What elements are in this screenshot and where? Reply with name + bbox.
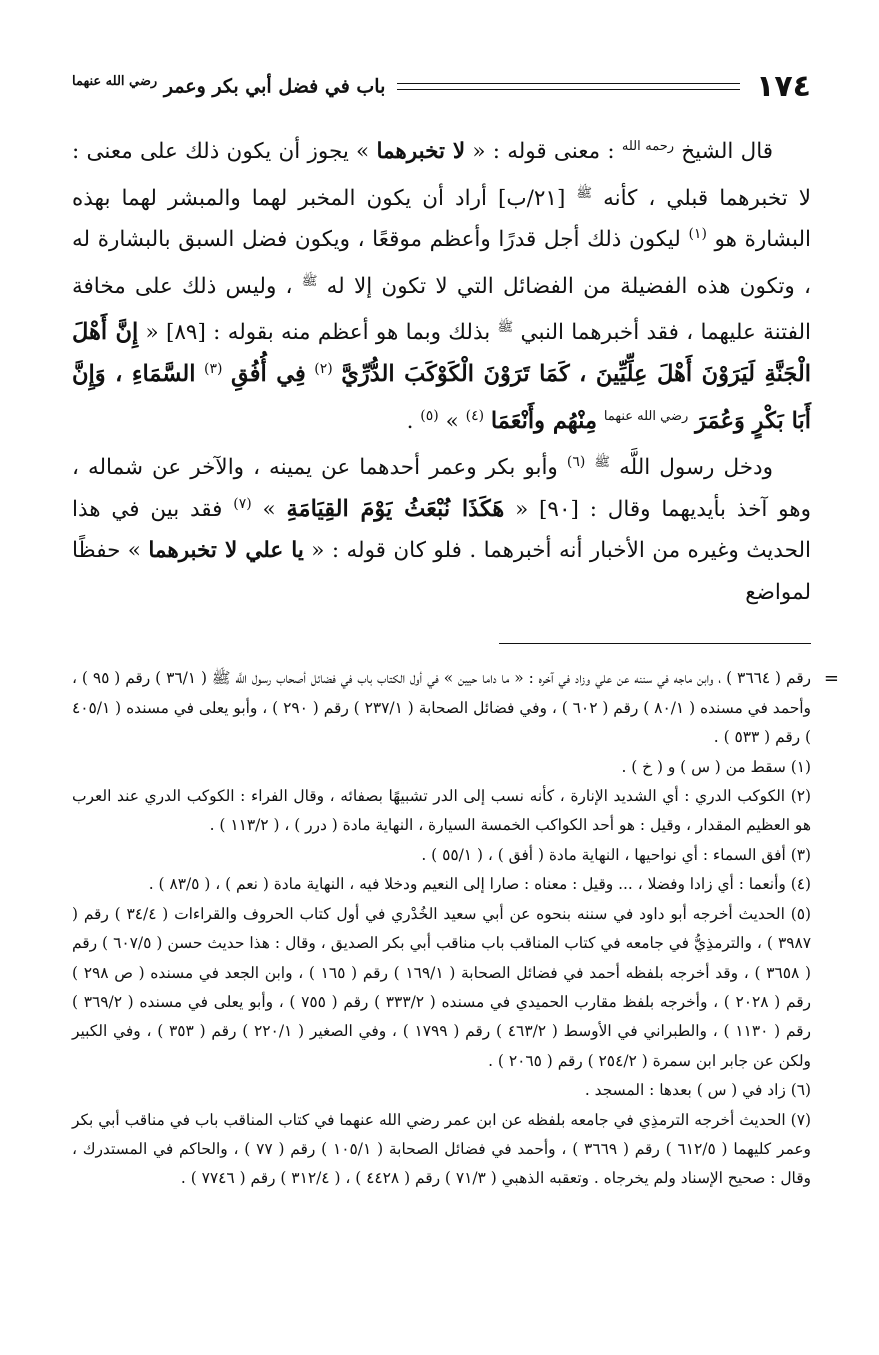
footnote-4: (٤) وأنعما : أي زادا وفضلا ، ... وقيل : معناه : صارا إلى النعيم ودخلا فيه ، النهاية مادة ( نعم ) ، ( ٨٣/٥ ) .: [148, 875, 811, 894]
paragraph-2: [72, 442, 811, 613]
footnote-3: (٣) أفق السماء : أي نواحيها ، النهاية مادة ( أفق ) ، ( ٥٥/١ ) .: [421, 845, 811, 864]
text-run: .: [406, 408, 414, 434]
honorific-ligature: رضي الله عنهما: [72, 74, 158, 90]
quoted-phrase: يا علي لا تخبرهما: [148, 538, 304, 564]
header-rule: [397, 83, 740, 90]
main-text: [72, 126, 811, 613]
continuation-mark: =: [823, 668, 839, 690]
hadith-text: هَكَذَا نُبْعَثُ يَوْمَ القِيَامَةِ: [286, 495, 505, 522]
footnote-ref: (١): [688, 226, 707, 243]
text-run: ، وليس ذلك على مخافة الفتنة عليهما ، فقد أخبرهما النبي: [72, 273, 811, 346]
quoted-phrase: لا تخبرهما: [376, 139, 466, 165]
text-run: » يجوز أن يكون ذلك على معنى : لا تخبرهما قبلي ، كأنه: [72, 139, 812, 211]
page-number: ١٧٤: [756, 68, 811, 104]
paragraph-1: [72, 126, 811, 442]
footnote-5: (٥) الحديث أخرجه أبو داود في سننه بنحوه عن أبي سعيد الخُدْري في أول كتاب الحروف والقراءات ( ٣٤/٤ ) رقم ( ٣٩٨٧ ) ، والترمذِيُّ في جامعه في كتاب المناقب باب مناقب أبي بكر الصديق ، وقال : هذا حديث حسن ( ٦٠٧/٥ ) رقم ( ٣٦٥٨ ) ، وقد أخرجه بلفظه أحمد في فضائل الصحابة ( ١٦٩/١ ) رقم ( ١٦٥ ) ، وابن الجعد في مسنده ( ص ٢٩٨ ) رقم ( ٢٠٢٨ ) ، وأخرجه بلفظ مقارب الحميدي في مسنده ( ٣٣٣/٢ ) رقم ( ٧٥٥ ) ، وأبو يعلى في مسنده ( ٣٦٩/٢ ) رقم ( ١١٣٠ ) ، والطبراني في الأوسط ( ٤٦٣/٢ ) رقم ( ١٧٩٩ ) ، وفي الصغير ( ٢٢٠/١ ) رقم ( ٣٥٣ ) ، وفي الكبير ولكن عن جابر ابن سمرة ( ٢٥٤/٢ ) رقم ( ٢٠٦٥ ) .: [72, 904, 812, 1070]
text-run: قال الشيخ: [681, 139, 774, 165]
footnote-ref: (٥): [420, 407, 439, 424]
footnote-ref: (٢): [314, 360, 333, 377]
honorific-ligature: ﷺ: [497, 320, 514, 336]
text-run: فقد بين في هذا الحديث وغيره من الأخبار أنه أخبرهما . فلو كان قوله : «: [72, 496, 811, 564]
honorific-ligature: رضي الله عنهما: [603, 408, 689, 424]
hadith-text: فِي أُفُقِ: [230, 361, 306, 388]
text-run: : معنى قوله : «: [472, 139, 615, 165]
footnote-ref: (٣): [204, 360, 223, 377]
honorific-ligature: ﷺ: [576, 185, 593, 201]
footnote-ref: (٧): [233, 495, 252, 512]
footnote-2: (٢) الكوكب الدري : أي الشديد الإنارة ، كأنه نسب إلى الدر تشبيهًا بصفائه ، وقال الفراء : الكوكب الدري عند العرب هو العظيم المقدار ، وقيل : هو أحد الكواكب الخمسة السيارة ، النهاية مادة ( درر ) ، ( ١١٣/٢ ) .: [72, 787, 811, 835]
honorific-ligature: رحمه الله: [621, 139, 675, 154]
footnote-ref: (٦): [566, 454, 586, 471]
text-run: »: [445, 408, 459, 434]
text-run: وأبو بكر وعمر أحدهما عن يمينه ، والآخر عن شماله ، وهو آخذ بأيديهما وقال : [٩٠] «: [72, 455, 811, 522]
page-header: [72, 60, 811, 112]
honorific-ligature: ﷺ: [594, 455, 611, 471]
running-title: [72, 74, 385, 97]
text-run: بذلك وبما هو أعظم منه بقوله : [٨٩] «: [145, 320, 491, 346]
text-run: [٢١/ب] أراد أن يكون المخبر لهما والمبشر لهما بهذه البشارة هو: [72, 185, 812, 253]
footnote-text: رقم ( ٣٦٦٤ ) ، وابن ماجه في سننه عن علي وزاد في آخره : « ما داما حيين » في أول الكتاب باب في فضائل أصحاب رسول اللَّه ﷺ ( ٣٦/١ ) رقم ( ٩٥ ) ، وأحمد في مسنده ( ٨٠/١ ) رقم ( ٦٠٢ ) ، وفي فضائل الصحابة ( ٢٣٧/١ ) رقم ( ٢٩٠ ) ، وأبو يعلى في مسنده ( ٤٠٥/١ ) رقم ( ٥٣٣ ) .: [72, 669, 811, 747]
footnotes: [72, 664, 839, 1193]
footnote-continuation: [72, 664, 839, 752]
footnote-1: (١) سقط من ( س ) و ( خ ) .: [621, 757, 811, 776]
footnote-ref: (٤): [465, 407, 485, 424]
text-run: » حفظًا لمواضع: [72, 538, 811, 605]
footnote-separator: [499, 643, 811, 644]
text-run: »: [262, 496, 276, 522]
hadith-text: السَّمَاءِ ، وَإِنَّ أَبَا بَكْرٍ وَعُمَرَ: [72, 361, 811, 434]
honorific-ligature: ﷺ: [301, 273, 318, 289]
hadith-text: مِنْهُم وأَنْعَمَا: [490, 407, 598, 434]
footnote-7: (٧) الحديث أخرجه الترمذِي في جامعه بلفظه عن ابن عمر رضي الله عنهما في كتاب المناقب باب في مناقب أبي بكر وعمر كليهما ( ٦١٢/٥ ) رقم ( ٣٦٦٩ ) ، وأحمد في فضائل الصحابة ( ١٠٥/١ ) رقم ( ٧٧ ) ، والحاكم في المستدرك ، وقال : صحيح الإسناد ولم يخرجاه . وتعقبه الذهبي ( ٧١/٣ ) رقم ( ٤٤٢٨ ) ، ( ٣١٢/٤ ) رقم ( ٧٧٤٦ ) .: [72, 1110, 811, 1188]
hadith-text: إِنَّ أَهْلَ الْجَنَّةِ لَيَرَوْنَ أَهْلَ عِلِّيِّينَ ، كَمَا تَرَوْنَ الْكَوْكَبَ الدُّرِّيَّ: [72, 319, 812, 388]
text-run: ودخل رسول اللَّه: [619, 455, 773, 481]
text-run: ليكون ذلك أجل قدرًا وأعظم موقعًا ، ويكون فضل السبق بالبشارة له ، وتكون هذه الفضيلة من الفضائل التي لا تكون إلا له: [72, 227, 811, 299]
footnote-6: (٦) زاد في ( س ) بعدها : المسجد .: [584, 1081, 811, 1100]
running-title-text: باب في فضل أبي بكر وعمر: [163, 75, 386, 98]
